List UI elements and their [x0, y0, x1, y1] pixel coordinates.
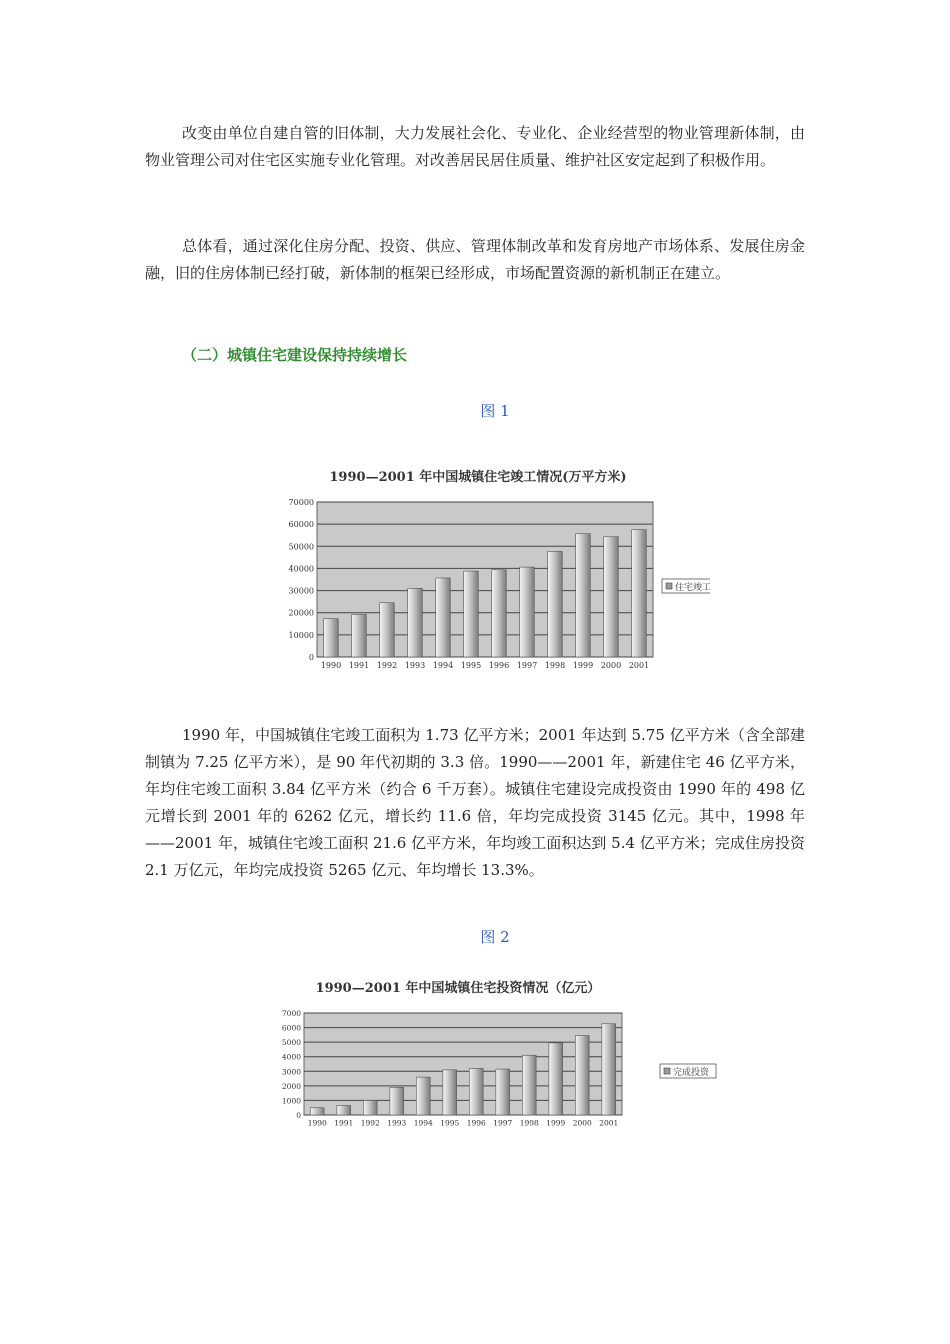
y-tick-label: 4000 — [281, 1052, 301, 1062]
chart-title: 1990—2001 年中国城镇住宅竣工情况(万平方米) — [329, 470, 627, 485]
bar-1991 — [337, 1106, 351, 1115]
y-tick-label: 20000 — [288, 608, 314, 618]
x-tick-label: 1999 — [546, 1118, 566, 1128]
x-tick-label: 1992 — [360, 1118, 380, 1128]
bar-1999 — [576, 534, 591, 657]
chart-svg-1 — [270, 460, 710, 680]
x-tick-label: 1999 — [572, 661, 594, 670]
x-tick-label: 1998 — [544, 661, 566, 670]
bar-1996 — [492, 570, 507, 657]
legend-swatch — [664, 1068, 670, 1074]
chart-title: 1990—2001 年中国城镇住宅投资情况（亿元） — [315, 981, 601, 996]
y-tick-label: 5000 — [281, 1038, 301, 1048]
x-tick-label: 1997 — [493, 1118, 513, 1128]
bar-1990 — [310, 1108, 324, 1115]
x-tick-label: 1995 — [460, 661, 482, 670]
x-tick-label: 2001 — [599, 1118, 619, 1128]
figure-1-label: 图 1 — [480, 402, 510, 420]
x-tick-label: 1994 — [432, 661, 454, 670]
bar-1992 — [363, 1100, 377, 1115]
bar-1997 — [520, 567, 535, 657]
bar-1992 — [380, 603, 395, 657]
figure-2-label: 图 2 — [480, 928, 510, 946]
legend-label: 完成投资 — [673, 1068, 710, 1078]
section-heading: （二）城镇住宅建设保持持续增长 — [182, 346, 408, 364]
x-tick-label: 1996 — [466, 1118, 486, 1128]
paragraph-construction-statistics: 1990 年，中国城镇住宅竣工面积为 1.73 亿平方米；2001 年达到 5.75 亿平方米（含全部建制镇为 7.25 亿平方米），是 90 年代初期的 3.3 倍。1990——2001 年，新建住宅 46 亿平方米，年均住宅竣工面积 3.84 亿平方米（约合 6 千万套）。城镇住宅建设完成投资由 1990 年的 498 亿元增长到 2001 年的 6262 亿元，增长约 11.6 倍，年均完成投资 3145 亿元。其中，1998 年——2001 年，城镇住宅竣工面积 21.6 亿平方米，年均竣工面积达到 5.4 亿平方米；完成住房投资 2.1 万亿元，年均完成投资 5265 亿元、年均增长 13.3%。 — [145, 726, 805, 879]
bar-1993 — [408, 588, 423, 657]
bar-1997 — [496, 1069, 510, 1115]
bar-1995 — [443, 1070, 457, 1115]
paragraph-property-management: 改变由单位自建自管的旧体制，大力发展社会化、专业化、企业经营型的物业管理新体制，由物业管理公司对住宅区实施专业化管理。对改善居民居住质量、维护社区安定起到了积极作用。 — [145, 124, 805, 169]
y-tick-label: 10000 — [288, 630, 314, 640]
bar-2001 — [632, 530, 647, 657]
bar-1998 — [548, 551, 563, 657]
bar-1993 — [390, 1087, 404, 1115]
x-tick-label: 1996 — [488, 661, 510, 670]
bar-1999 — [549, 1043, 563, 1115]
y-tick-label: 3000 — [281, 1067, 301, 1077]
plot-area — [304, 1013, 622, 1115]
chart-housing-investment — [270, 975, 720, 1135]
x-tick-label: 1991 — [348, 661, 370, 670]
bar-2000 — [575, 1036, 589, 1115]
bar-1995 — [464, 571, 479, 657]
x-tick-label: 1991 — [334, 1118, 354, 1128]
x-tick-label: 1992 — [376, 661, 398, 670]
x-tick-label: 1997 — [516, 661, 538, 670]
y-tick-label: 60000 — [288, 520, 314, 530]
y-tick-label: 50000 — [288, 542, 314, 552]
bar-1996 — [469, 1068, 483, 1115]
x-tick-label: 2000 — [600, 661, 622, 670]
chart-housing-completion — [270, 460, 710, 680]
legend-swatch — [666, 583, 672, 589]
x-tick-label: 1990 — [307, 1118, 327, 1128]
bar-1990 — [324, 619, 339, 657]
x-tick-label: 1990 — [320, 661, 342, 670]
bar-1994 — [416, 1077, 430, 1115]
y-tick-label: 6000 — [281, 1023, 301, 1033]
x-tick-label: 2000 — [572, 1118, 592, 1128]
x-tick-label: 2001 — [628, 661, 650, 670]
bar-1994 — [436, 578, 451, 657]
legend-label: 住宅竣工 — [675, 583, 710, 593]
y-tick-label: 0 — [296, 1111, 301, 1120]
x-tick-label: 1998 — [519, 1118, 539, 1128]
bar-2001 — [602, 1024, 616, 1115]
x-tick-label: 1993 — [387, 1118, 407, 1128]
x-tick-label: 1993 — [404, 661, 426, 670]
y-tick-label: 1000 — [281, 1096, 301, 1106]
y-tick-label: 40000 — [288, 564, 314, 574]
y-tick-label: 7000 — [281, 1009, 301, 1018]
paragraph-housing-reform-summary: 总体看，通过深化住房分配、投资、供应、管理体制改革和发育房地产市场体系、发展住房金融，旧的住房体制已经打破，新体制的框架已经形成，市场配置资源的新机制正在建立。 — [145, 237, 805, 282]
bar-2000 — [604, 537, 619, 657]
y-tick-label: 30000 — [288, 586, 314, 596]
legend — [662, 579, 710, 593]
y-tick-label: 70000 — [288, 498, 314, 507]
bar-1991 — [352, 614, 367, 657]
x-tick-label: 1994 — [413, 1118, 433, 1128]
y-tick-label: 0 — [308, 653, 314, 662]
y-tick-label: 2000 — [281, 1081, 301, 1091]
x-tick-label: 1995 — [440, 1118, 460, 1128]
legend — [660, 1064, 716, 1078]
chart-svg-2 — [270, 975, 720, 1135]
plot-area — [317, 502, 653, 657]
bar-1998 — [522, 1055, 536, 1115]
